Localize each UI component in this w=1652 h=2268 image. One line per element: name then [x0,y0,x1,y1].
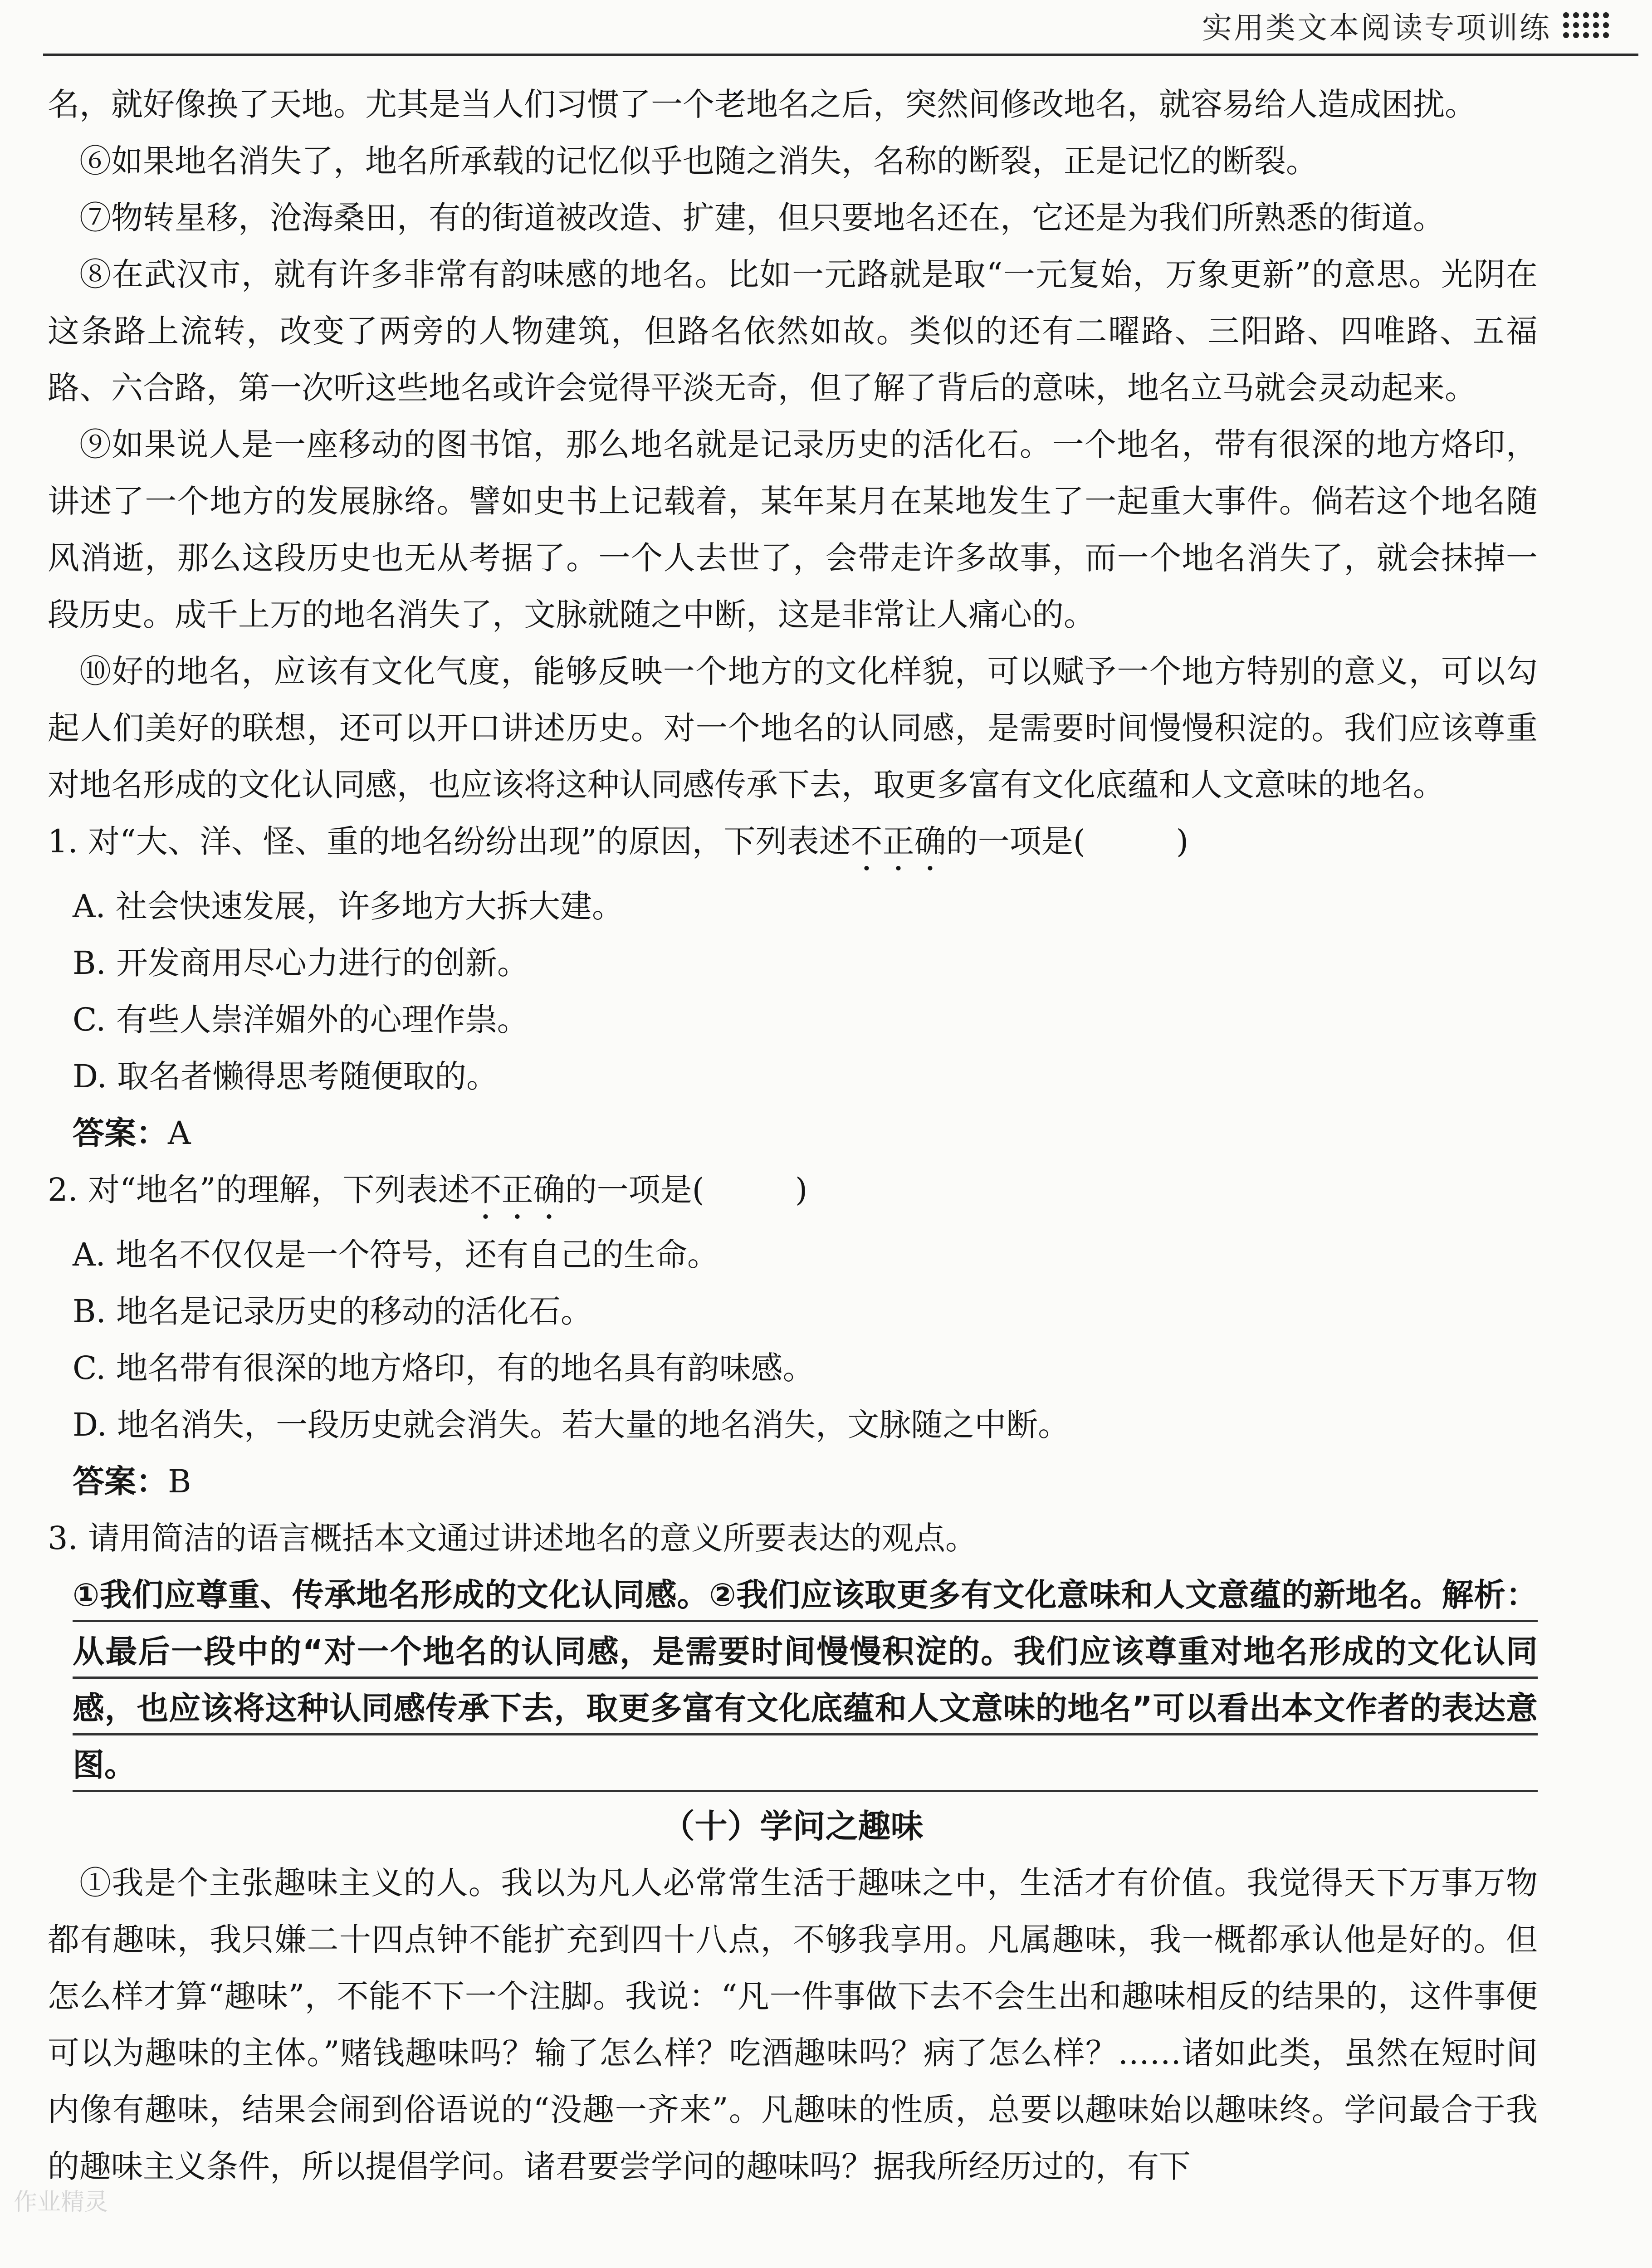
header-rule [43,54,1638,56]
q2-emphasis: 不正确 [469,1171,565,1208]
q2-option-b: B. 地名是记录历史的移动的活化石。 [73,1293,592,1330]
paragraph-7: ⑦物转星移，沧海桑田，有的街道被改造、扩建，但只要地名还在，它还是为我们所熟悉的街道。 [79,199,1445,236]
header-dots-ornament [1563,12,1609,38]
section-title: （十）学问之趣味 [662,1807,924,1845]
q1-emphasis: 不正确 [850,823,946,860]
paragraph-6: ⑥如果地名消失了，地名所承载的记忆似乎也随之消失，名称的断裂，正是记忆的断裂。 [79,142,1318,180]
q2-option-d: D. 地名消失，一段历史就会消失。若大量的地名消失，文脉随之中断。 [73,1406,1070,1443]
q3-solution: ①我们应尊重、传承地名形成的文化认同感。②我们应该取更多有文化意味和人文意蕴的新地名。解析：从最后一段中的“对一个地名的认同感，是需要时间慢慢积淀的。我们应该尊重对地名形成的文化认同感，也应该将这种认同感传承下去，取更多富有文化底蕴和人文意味的地名”可以看出本文作者的表达意图。 [73,1567,1538,1794]
running-header [1202,4,1609,47]
paragraph-8: ⑧在武汉市，就有许多非常有韵味感的地名。比如一元路就是取“一元复始，万象更新”的意思。光阴在这条路上流转，改变了两旁的人物建筑，但路名依然如故。类似的还有二曜路、三阳路、四唯路、五福路、六合路，第一次听这些地名或许会觉得平淡无奇，但了解了背后的意味，地名立马就会灵动起来。 [48,256,1538,406]
main-content [48,76,1538,2195]
question-1-stem: 1. 对“大、洋、怪、重的地名纷纷出现”的原因，下列表述不正确的一项是( ) [48,823,1189,860]
q1-answer: 答案：A [73,1114,191,1152]
q1-option-a: A. 社会快速发展，许多地方大拆大建。 [73,888,624,925]
header-title: 实用类文本阅读专项训练 [1202,10,1551,45]
q2-answer: 答案：B [73,1463,191,1500]
paragraph-9: ⑨如果说人是一座移动的图书馆，那么地名就是记录历史的活化石。一个地名，带有很深的地方烙印，讲述了一个地方的发展脉络。譬如史书上记载着，某年某月在某地发生了一起重大事件。倘若这个地名随风消逝，那么这段历史也无从考据了。一个人去世了，会带走许多故事，而一个地名消失了，就会抹掉一段历史。成千上万的地名消失了，文脉就随之中断，这是非常让人痛心的。 [48,426,1538,633]
q2-option-a: A. 地名不仅仅是一个符号，还有自己的生命。 [73,1236,719,1273]
q1-option-c: C. 有些人崇洋媚外的心理作祟。 [73,1001,529,1038]
q1-option-b: B. 开发商用尽心力进行的创新。 [73,944,529,982]
q1-option-d: D. 取名者懒得思考随便取的。 [73,1058,499,1095]
q2-option-c: C. 地名带有很深的地方烙印，有的地名具有韵味感。 [73,1349,815,1387]
question-3-stem: 3. 请用简洁的语言概括本文通过讲述地名的意义所要表达的观点。 [48,1520,978,1557]
paragraph-continued: 名，就好像换了天地。尤其是当人们习惯了一个老地名之后，突然间修改地名，就容易给人造成困扰。 [48,86,1476,123]
watermark-small: 作业精灵 [14,2189,108,2216]
section-paragraph-1: ①我是个主张趣味主义的人。我以为凡人必常常生活于趣味之中，生活才有价值。我觉得天下万事万物都有趣味，我只嫌二十四点钟不能扩充到四十八点，不够我享用。凡属趣味，我一概都承认他是好的。但怎么样才算“趣味”，不能不下一个注脚。我说：“凡一件事做下去不会生出和趣味相反的结果的，这件事便可以为趣味的主体。”赌钱趣味吗？输了怎么样？吃酒趣味吗？病了怎么样？……诸如此类，虽然在短时间内像有趣味，结果会闹到俗语说的“没趣一齐来”。凡趣味的性质，总要以趣味始以趣味终。学问最合于我的趣味主义条件，所以提倡学问。诸君要尝学问的趣味吗？据我所经历过的，有下 [48,1864,1538,2185]
question-2-stem: 2. 对“地名”的理解，下列表述不正确的一项是( ) [48,1171,808,1208]
paragraph-10: ⑩好的地名，应该有文化气度，能够反映一个地方的文化样貌，可以赋予一个地方特别的意义，可以勾起人们美好的联想，还可以开口讲述历史。对一个地名的认同感，是需要时间慢慢积淀的。我们应该尊重对地名形成的文化认同感，也应该将这种认同感传承下去，取更多富有文化底蕴和人文意味的地名。 [48,653,1538,803]
